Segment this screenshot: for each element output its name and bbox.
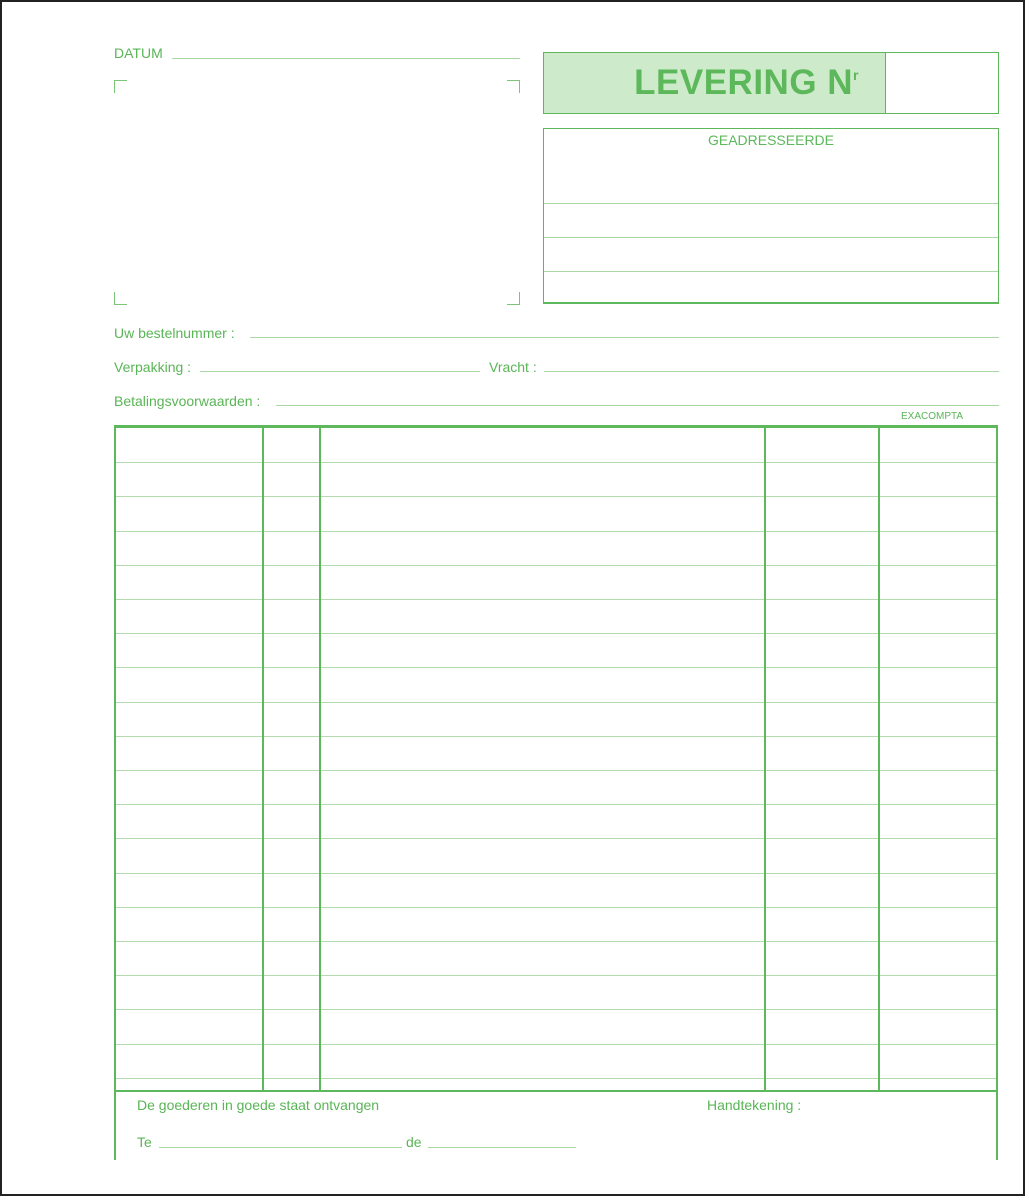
date-label: de	[406, 1134, 422, 1150]
table-row-line	[116, 873, 996, 874]
window-corner-bottom-left	[114, 292, 127, 305]
order-number-label: Uw bestelnummer :	[114, 325, 235, 341]
packaging-label: Verpakking :	[114, 359, 192, 375]
title-label-cell	[544, 53, 886, 113]
table-row-line	[116, 941, 996, 942]
window-corner-bottom-right	[507, 292, 520, 305]
table-row-line	[116, 462, 996, 463]
table-row-line	[116, 599, 996, 600]
items-table	[114, 425, 998, 1160]
addressee-label: GEADRESSEERDE	[707, 132, 835, 148]
footer-divider	[116, 1090, 996, 1092]
column-divider-2	[319, 428, 321, 1092]
addressee-line-2[interactable]	[544, 237, 998, 238]
window-corner-top-right	[507, 80, 520, 93]
table-row-line	[116, 804, 996, 805]
brand-label: EXACOMPTA	[901, 411, 964, 422]
column-divider-4	[878, 428, 880, 1092]
table-row-line	[116, 633, 996, 634]
table-row-line	[116, 496, 996, 497]
goods-received-label: De goederen in goede staat ontvangen	[137, 1097, 380, 1113]
table-row-line	[116, 1044, 996, 1045]
table-row-line	[116, 838, 996, 839]
column-divider-1	[262, 428, 264, 1092]
addressee-line-1[interactable]	[544, 203, 998, 204]
packaging-line[interactable]	[200, 371, 480, 372]
freight-label: Vracht :	[489, 359, 537, 375]
payment-terms-label: Betalingsvoorwaarden :	[114, 393, 261, 409]
order-number-line[interactable]	[250, 337, 999, 338]
document-title: LEVERING $N^r$	[634, 63, 859, 102]
table-row-line	[116, 1009, 996, 1010]
payment-terms-line[interactable]	[276, 405, 999, 406]
table-row-line	[116, 667, 996, 668]
table-row-line	[116, 702, 996, 703]
title-box	[543, 52, 999, 114]
datum-label: DATUM	[114, 45, 163, 61]
signature-label: Handtekening :	[707, 1097, 802, 1113]
date-line[interactable]	[428, 1147, 576, 1148]
place-label: Te	[137, 1134, 152, 1150]
number-field[interactable]	[886, 53, 998, 113]
place-line[interactable]	[159, 1147, 402, 1148]
addressee-line-3[interactable]	[544, 271, 998, 272]
table-row-line	[116, 531, 996, 532]
window-corner-top-left	[114, 80, 127, 93]
column-divider-3	[764, 428, 766, 1092]
title-superscript: r	[853, 67, 859, 83]
addressee-box	[543, 128, 999, 304]
table-row-line	[116, 1078, 996, 1079]
table-row-line	[116, 770, 996, 771]
table-row-line	[116, 565, 996, 566]
freight-line[interactable]	[544, 371, 999, 372]
table-row-line	[116, 736, 996, 737]
table-row-line	[116, 907, 996, 908]
datum-line[interactable]	[172, 58, 520, 59]
table-row-line	[116, 975, 996, 976]
